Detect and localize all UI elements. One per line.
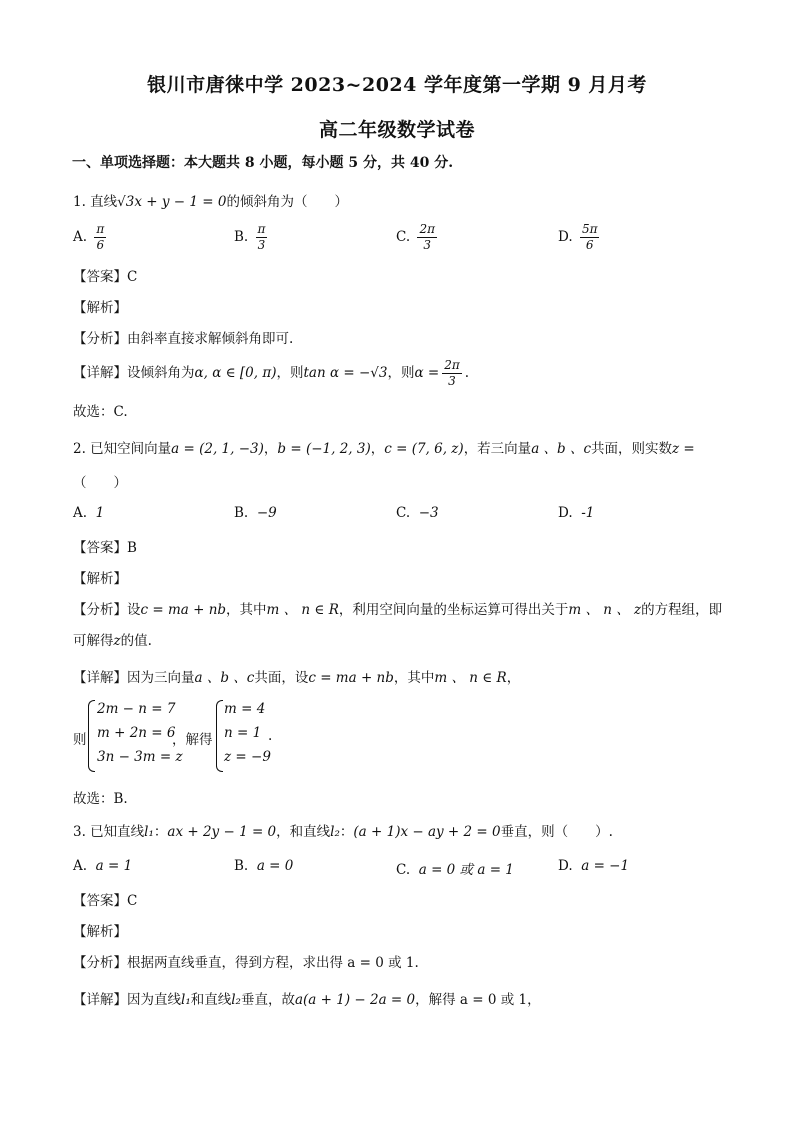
- separator: ，: [370, 441, 385, 457]
- equation-line: m = 4: [224, 701, 266, 717]
- equation-line: m + 2n = 6: [97, 725, 176, 741]
- q2-text: ，若三向量: [463, 441, 532, 457]
- q2-option-c: [396, 505, 439, 521]
- q1-answer: 【答案】C: [73, 269, 138, 285]
- fraction-denominator: 6: [96, 238, 105, 252]
- q3-text: ：: [153, 824, 168, 840]
- left-brace: [88, 700, 95, 772]
- option-letter: C.: [396, 505, 411, 521]
- q1-detail: [73, 358, 469, 389]
- detail-math: a 、b 、c: [194, 670, 255, 686]
- option-fraction: [417, 222, 437, 253]
- q2-vectors: a 、b 、c: [531, 441, 592, 457]
- fraction-denominator: 6: [585, 238, 594, 252]
- detail-math: tan α = −√3: [303, 365, 388, 381]
- equation-line: 3n − 3m = z: [97, 749, 183, 765]
- q3-detail: [73, 988, 541, 1008]
- q2-option-d: [558, 505, 594, 521]
- q1-prefix: 1. 直线: [73, 194, 118, 210]
- fraction-numerator: 2π: [444, 358, 460, 372]
- q3-stem: [73, 820, 613, 840]
- detail-text: 【详解】因为三向量: [73, 670, 195, 686]
- detail-text: ，则: [387, 365, 415, 381]
- q2-sys-end: .: [268, 728, 273, 744]
- fraction-denominator: 3: [448, 374, 456, 388]
- q2-option-a: [73, 505, 104, 521]
- detail-math: l₂: [231, 992, 241, 1008]
- q3-text: 垂直，则（ ）.: [500, 824, 613, 840]
- option-fraction: [580, 222, 600, 253]
- option-letter: C.: [396, 229, 411, 245]
- fraction-denominator: 3: [257, 238, 266, 252]
- option-fraction: [94, 222, 106, 253]
- option-letter: D.: [558, 858, 573, 874]
- fraction-numerator: π: [257, 222, 266, 236]
- option-letter: C.: [396, 862, 411, 878]
- detail-math: c = ma + nb: [308, 670, 394, 686]
- q3-eq2: (a + 1)x − ay + 2 = 0: [353, 824, 501, 840]
- fenxi-math: m 、 n ∈ R: [266, 602, 339, 618]
- option-fraction: [256, 222, 268, 253]
- fenxi-text: ，其中: [226, 602, 267, 618]
- fraction-numerator: 2π: [419, 222, 435, 236]
- q1-option-c: [396, 222, 440, 253]
- q1-option-b: [234, 222, 270, 253]
- fenxi-text: ，利用空间向量的坐标运算可得出关于: [338, 602, 569, 618]
- q3-analysis-label: 【解析】: [73, 924, 127, 940]
- option-letter: B.: [234, 229, 249, 245]
- q3-text: ：: [339, 824, 354, 840]
- detail-text: 【详解】因为直线: [73, 992, 181, 1008]
- option-value: 1: [95, 505, 105, 521]
- page-title: 银川市唐徕中学 2023~2024 学年度第一学期 9 月月考: [147, 74, 647, 96]
- option-value: a = −1: [581, 858, 630, 874]
- detail-text: 和直线: [190, 992, 232, 1008]
- left-brace: [216, 700, 223, 772]
- q3-eq1: ax + 2y − 1 = 0: [167, 824, 277, 840]
- q1-equation: √3x + y − 1 = 0: [117, 194, 227, 210]
- fenxi-text: 可解得: [73, 633, 114, 649]
- q2-analysis-label: 【解析】: [73, 571, 127, 587]
- detail-text: 【详解】设倾斜角为: [73, 365, 195, 381]
- detail-text: .: [464, 365, 470, 381]
- option-letter: B.: [234, 505, 249, 521]
- option-letter: D.: [558, 505, 573, 521]
- fraction-numerator: 5π: [581, 222, 598, 236]
- q3-option-a: [73, 858, 132, 874]
- q3-l2: l₂: [330, 824, 340, 840]
- fraction-denominator: 3: [423, 238, 432, 252]
- q2-solve: ，解得: [172, 732, 213, 748]
- q3-option-d: [558, 858, 629, 874]
- q2-paren: （ ）: [73, 475, 127, 491]
- q2-text: 共面，则实数: [591, 441, 673, 457]
- q2-z: z =: [672, 441, 695, 457]
- option-value: -1: [581, 505, 595, 521]
- vector-c: c = (7, 6, z): [384, 441, 464, 457]
- equation-line: z = −9: [224, 749, 271, 765]
- option-letter: A.: [73, 858, 88, 874]
- detail-math: l₁: [181, 992, 191, 1008]
- detail-text: ，解得 a = 0 或 1，: [415, 992, 541, 1008]
- q2-answer: 【答案】B: [73, 540, 137, 556]
- detail-text: 垂直，故: [240, 992, 295, 1008]
- q3-l1: l₁: [144, 824, 154, 840]
- fenxi-math: m 、 n 、 z: [568, 602, 642, 618]
- q1-stem: [73, 190, 348, 210]
- fenxi-math: z: [113, 633, 121, 649]
- option-value: −3: [418, 505, 439, 521]
- detail-math: a(a + 1) − 2a = 0: [294, 992, 416, 1008]
- q1-fenxi: 【分析】由斜率直接求解倾斜角即可.: [73, 331, 294, 347]
- option-value: a = 0 或 a = 1: [418, 862, 514, 878]
- fenxi-text: 的方程组，即: [641, 602, 723, 618]
- fenxi-math: c = ma + nb: [140, 602, 227, 618]
- q2-prefix: 2. 已知空间向量: [73, 441, 172, 457]
- q3-option-c: [396, 858, 514, 878]
- page-subtitle: 高二年级数学试卷: [318, 119, 475, 141]
- q2-stem: [73, 437, 695, 457]
- detail-text: 共面，设: [254, 670, 309, 686]
- q2-option-b: [234, 505, 277, 521]
- separator: ，: [263, 441, 278, 457]
- option-value: a = 0: [256, 858, 294, 874]
- q2-choose: 故选：B.: [73, 791, 128, 807]
- fenxi-text: 的值.: [120, 633, 152, 649]
- detail-text: ，: [506, 670, 521, 686]
- q2-detail: [73, 666, 520, 686]
- q2-then: 则: [73, 732, 87, 748]
- q2-fenxi-line2: [73, 629, 152, 649]
- option-value: a = 1: [95, 858, 133, 874]
- q3-text: ，和直线: [276, 824, 331, 840]
- q1-option-d: [558, 222, 602, 253]
- detail-math: α =: [414, 365, 440, 381]
- fenxi-text: 【分析】设: [73, 602, 141, 618]
- vector-a: a = (2, 1, −3): [171, 441, 264, 457]
- fraction-numerator: π: [96, 222, 105, 236]
- q3-answer: 【答案】C: [73, 893, 138, 909]
- q1-analysis-label: 【解析】: [73, 300, 127, 316]
- q2-system-1: [97, 697, 183, 769]
- option-letter: A.: [73, 505, 88, 521]
- vector-b: b = (−1, 2, 3): [277, 441, 371, 457]
- q3-fenxi: 【分析】根据两直线垂直，得到方程，求出得 a = 0 或 1.: [73, 955, 419, 971]
- q1-suffix: 的倾斜角为（ ）: [226, 194, 348, 210]
- q1-choose: 故选：C.: [73, 404, 128, 420]
- option-letter: D.: [558, 229, 573, 245]
- detail-text: ，则: [276, 365, 304, 381]
- detail-text: ，其中: [393, 670, 435, 686]
- section-heading: 一、单项选择题：本大题共 8 小题，每小题 5 分，共 40 分.: [72, 155, 454, 171]
- option-letter: B.: [234, 858, 249, 874]
- q2-fenxi-line1: [73, 598, 722, 618]
- option-letter: A.: [73, 229, 88, 245]
- equation-line: n = 1: [224, 725, 262, 741]
- q1-option-a: [73, 222, 109, 253]
- q3-prefix: 3. 已知直线: [73, 824, 145, 840]
- option-value: −9: [256, 505, 277, 521]
- detail-fraction: [442, 358, 462, 389]
- q3-option-b: [234, 858, 293, 874]
- detail-math: α, α ∈ [0, π): [194, 365, 277, 381]
- detail-math: m 、 n ∈ R: [434, 670, 507, 686]
- equation-line: 2m − n = 7: [97, 701, 176, 717]
- q2-system-2: [224, 697, 271, 769]
